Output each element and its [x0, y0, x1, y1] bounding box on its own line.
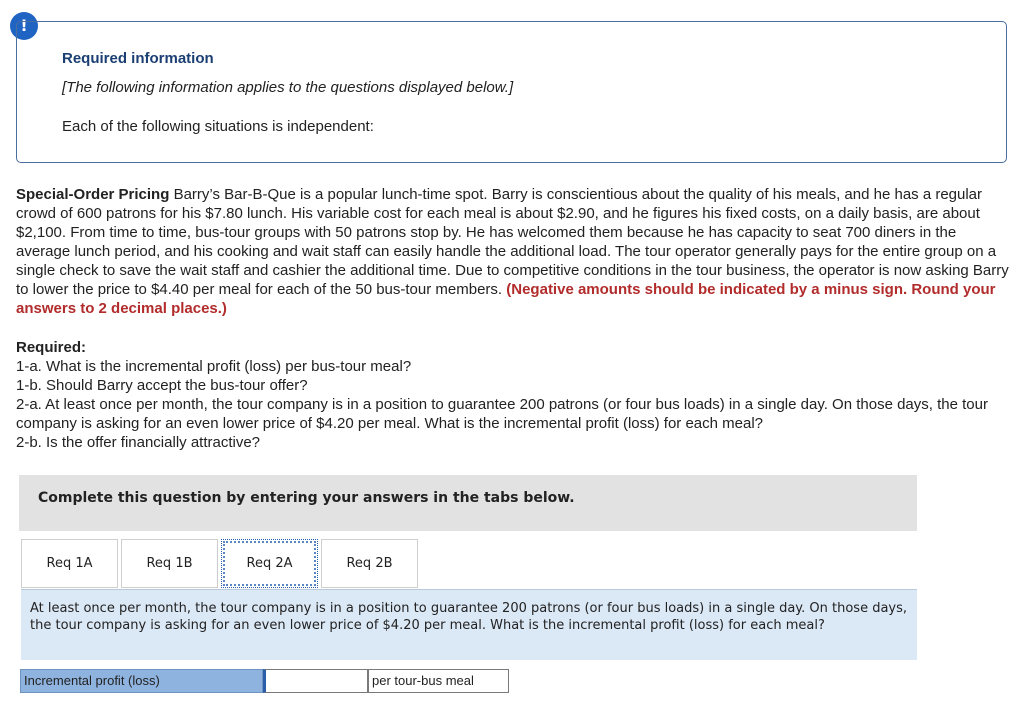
answer-unit: per tour-bus meal: [368, 669, 509, 693]
tab-req-1a[interactable]: Req 1A: [21, 539, 118, 588]
required-item-2b: 2-b. Is the offer financially attractive?: [16, 434, 261, 451]
question-panel: [21, 590, 917, 660]
tab-req-2a[interactable]: Req 2A: [221, 539, 318, 588]
complete-question-text: Complete this question by entering your answers in the tabs below.: [38, 490, 575, 506]
question-text: At least once per month, the tour company is in a position to guarantee 200 patrons (or four bus loads) in a single day. On those days, the tour company is asking for an even lower price of $4.20 per meal. What is the incremental profit (loss) for each meal?: [30, 601, 908, 633]
incremental-profit-input[interactable]: [263, 669, 368, 693]
problem-instruction: (Negative amounts should be indicated by a minus sign. Round your answers to 2 decimal places.): [16, 281, 996, 317]
answer-label: Incremental profit (loss): [20, 669, 263, 693]
required-information-box: [16, 21, 1007, 163]
required-item-1b: 1-b. Should Barry accept the bus-tour offer?: [16, 377, 308, 394]
tab-req-2b[interactable]: Req 2B: [321, 539, 418, 588]
complete-question-bar: [19, 475, 917, 531]
info-note: [The following information applies to the questions displayed below.]: [62, 79, 514, 96]
problem-body: Barry’s Bar-B-Que is a popular lunch-time spot. Barry is conscientious about the quality of his meals, and he has a regular crowd of 600 patrons for his $7.80 lunch. His variable cost for each meal is about $2.90, and he figures his fixed costs, on a daily basis, are about $2,100. From time to time, bus-tour groups with 50 patrons stop by. He has welcomed them because he has capacity to seat 700 diners in the average lunch period, and his cooking and wait staff can easily handle the additional load. The tour operator generally pays for the entire group on a single check to save the wait staff and cashier the additional time. Due to competitive conditions in the tour business, the operator is now asking Barry to lower the price to $4.40 per meal for each of the 50 bus-tour members.: [16, 186, 1009, 298]
info-text: Each of the following situations is independent:: [62, 118, 374, 135]
required-item-1a: 1-a. What is the incremental profit (loss) per bus-tour meal?: [16, 358, 412, 375]
problem-statement: [16, 185, 1012, 318]
tab-req-1b[interactable]: Req 1B: [121, 539, 218, 588]
required-item-2a: 2-a. At least once per month, the tour company is in a position to guarantee 200 patrons (or four bus loads) in a single day. On those days, the tour company is asking for an even lower price of $4.20 per meal. What is the incremental profit (loss) for each meal?: [16, 396, 988, 432]
required-heading: Required:: [16, 339, 87, 356]
problem-heading: Special-Order Pricing: [16, 186, 170, 203]
required-section: [16, 338, 1012, 452]
alert-icon: !: [10, 12, 38, 40]
info-title: Required information: [62, 50, 214, 67]
